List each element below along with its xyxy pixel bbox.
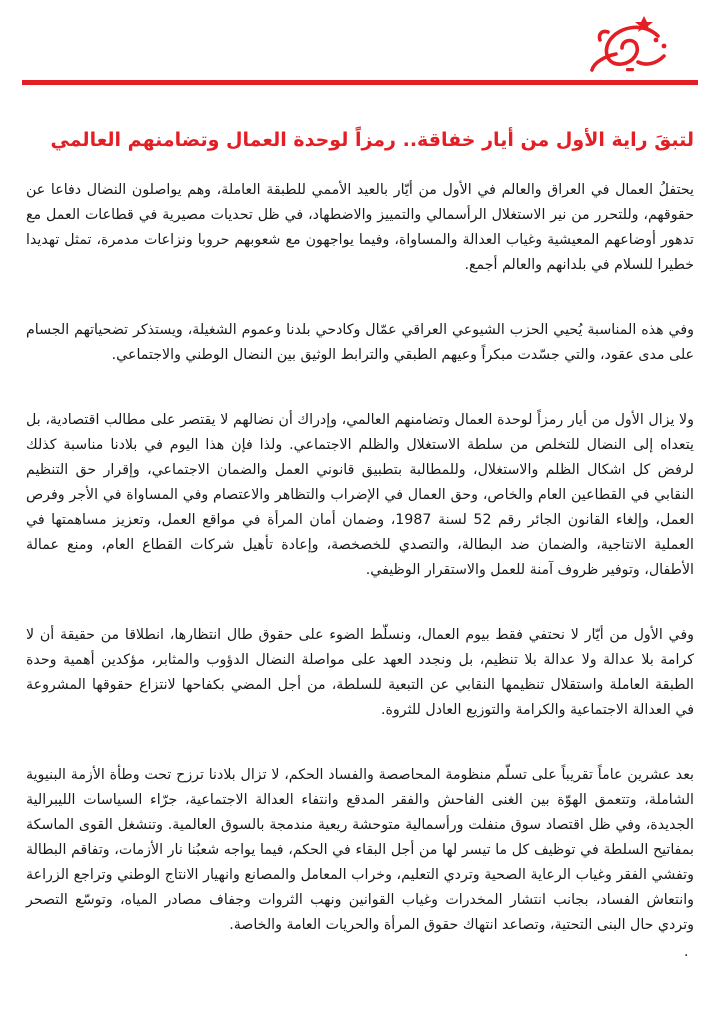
paragraph-4: وفي الأول من أيّار لا نحتفي فقط بيوم العمال، ونسلّط الضوء على حقوق طال انتظارها، انطلاقا من حقيقة أن لا كرامة بلا عدالة ولا عدالة بلا تنظيم، بل ونجدد العهد على مواصلة النضال الدؤوب والمثابر، مؤكدين أهمية وحدة الطبقة العاملة واستقلال تنظيمها النقابي عن التبعية للسلطة، من أجل المضي بكفاحها لانتزاع حقوقها المشروعة في العدالة الاجتماعية والكرامة والتوزيع العادل للثروة. (26, 627, 694, 718)
paragraph-1: يحتفلُ العمال في العراق والعالم في الأول من أيّار بالعيد الأممي للطبقة العاملة، وهم يواصلون النضال دفاعا عن حقوقهم، وللتحرر من نير الاستغلال الرأسمالي والتمييز والاضطهاد، في ظل تحديات مصيرية في قطاعات العمل مع تدهور أوضاعهم المعيشية وغياب العدالة والمساواة، وفيما يواجهون مع شعوبهم حروبا ونزاعات مدمرة، تمثل تهديدا خطيرا للسلام في بلدانهم والعالم أجمع. (26, 182, 694, 273)
tareeq-al-shaab-logo-icon[interactable] (586, 10, 676, 76)
paragraph-3: ولا يزال الأول من أيار رمزاً لوحدة العمال وتضامنهم العالمي، وإدراك أن نضالهم لا يقتصر على مطالب اقتصادية، بل يتعداه إلى النضال للتخلص من سلطة الاستغلال والظلم الاجتماعي. ولذا فإن هذا اليوم في بلادنا مناسبة كذلك لرفض كل اشكال الظلم والاستغلال، وللمطالبة بتطبيق قانوني العمل والضمان الاجتماعي، وإقرار حق التنظيم النقابي في القطاعين العام والخاص، وحق العمال في الإضراب والتظاهر والاعتصام وفي المساواة في الأجر وفرص العمل، وإلغاء القانون الجائر رقم 52 لسنة 1987، وضمان أمان المرأة في مواقع العمل، وتعزيز مساهمتها في العملية الانتاجية، والضمان ضد البطالة، والتصدي للخصخصة، وإعادة تأهيل شركات القطاع العام، ومنع عمالة الأطفال، وتوفير ظروف آمنة للعمل والاستقرار الوظيفي. (26, 412, 695, 578)
paragraph-5: بعد عشرين عاماً تقريباً على تسلّم منظومة المحاصصة والفساد الحكم، لا تزال بلادنا ترزح تحت وطأة الأزمة البنيوية الشاملة، وتتعمق الهوّة بين الغنى الفاحش والفقر المدقع وانتفاء العدالة الاجتماعية، جرّاء السياسات الليبرالية الجديدة، وفي ظل اقتصاد سوق منفلت ورأسمالية متوحشة ريعية مندمجة بالسوق العالمية. وتنشغل القوى الماسكة بمفاتيح السلطة في توظيف كل ما تيسر لها من أجل البقاء في الحكم، فيما يواجه شعبُنا نار الأزمات، وتفاقم البطالة وتفشي الفقر وغياب الرعاية الصحية وتردي التعليم، وخراب المعامل والمصانع وانهيار الانتاج الوطني وتراجع الزراعة وانتعاش الفساد، بجانب انتشار المخدرات وغياب القوانين ونهب الثروات وجفاف مصادر المياه، وتوسّع التصحر وتردي حال البنى التحتية، وتصاعد انتهاك حقوق المرأة والحريات العامة والخاصة. (26, 767, 694, 933)
paragraph-2: وفي هذه المناسبة يُحيي الحزب الشيوعي العراقي عمّال وكادحي بلدنا وعموم الشغيلة، ويستذكر تضحياتهم الجسام على مدى عقود، والتي جسّدت مبكراً وعيهم الطبقي والترابط الوثيق بين النضال الوطني والاجتماعي. (26, 322, 694, 363)
article-body (26, 178, 694, 978)
end-mark: . (684, 944, 689, 960)
article-title: لتبقَ راية الأول من أيار خفاقة.. رمزاً لوحدة العمال وتضامنهم العالمي (50, 129, 694, 151)
header-divider (22, 80, 698, 85)
